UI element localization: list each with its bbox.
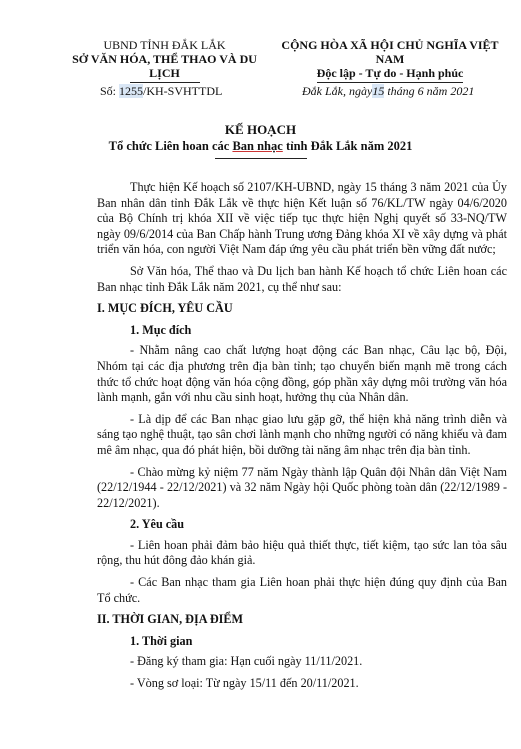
doc-no-prefix: Số: [100,84,120,98]
subsection-heading-purpose: 1. Mục đích [130,322,192,337]
issuer-org: SỞ VĂN HÓA, THỂ THAO VÀ DU LỊCH [72,52,257,80]
subtitle-post: tỉnh Đắk Lắk năm 2021 [282,139,413,153]
motto-rule [317,82,463,83]
section-heading-1: I. MỤC ĐÍCH, YÊU CẦU [97,301,233,316]
document-number [100,84,222,99]
paragraph-4: - Là dịp để các Ban nhạc giao lưu gặp gỡ, thể hiện khả năng trình diễn và sáng tạo nghệ thuật, tạo sân chơi lành mạnh cho những người có năng khiếu và đam mê âm nhạc, qua đó phát hiện, bồi dưỡng tài năng âm nhạc trên địa bàn tỉnh. [97,411,507,457]
date-suffix: tháng 6 năm 2021 [384,84,475,98]
paragraph-7: - Các Ban nhạc tham gia Liên hoan phải thực hiện đúng quy định của Ban Tổ chức. [97,575,507,605]
subsection-heading-time: 1. Thời gian [130,633,193,648]
doc-title: KẾ HOẠCH [224,122,297,137]
doc-no-num: 1255 [119,84,144,98]
date-prefix: Đắk Lắk, ngày [302,84,373,98]
section-heading-2: II. THỜI GIAN, ĐỊA ĐIỂM [97,612,244,627]
issuer-parent: UBND TỈNH ĐẮK LẮK [103,38,226,52]
subtitle-pre: Tổ chức Liên hoan các [108,139,233,153]
paragraph-8: - Đăng ký tham gia: Hạn cuối ngày 11/11/2021. [130,654,363,669]
subsection-heading-requirements: 2. Yêu cầu [130,517,185,532]
paragraph-2: Sở Văn hóa, Thể thao và Du lịch ban hành Kế hoạch tổ chức Liên hoan các Ban nhạc tỉnh Đắk Lắk năm 2021, cụ thể như sau: [97,263,507,294]
document-date [302,84,474,99]
issuer-rule [130,82,200,83]
date-day: 15 [372,84,385,98]
doc-subtitle [0,139,521,154]
subtitle-highlight: Ban nhạc [232,139,283,153]
document-body [97,180,507,698]
title-rule [215,158,307,159]
national-motto: Độc lập - Tự do - Hạnh phúc [316,66,464,80]
paragraph-6: - Liên hoan phải đảm bảo hiệu quả thiết thực, tiết kiệm, tạo sức lan tỏa sâu rộng, thu hút đông đảo khán giả. [97,537,507,568]
paragraph-3: - Nhằm nâng cao chất lượng hoạt động các Ban nhạc, Câu lạc bộ, Đội, Nhóm tại các địa phương trên địa bàn tỉnh; tạo chuyển biến mạnh mẽ trong cách thức tổ chức hoạt động văn hóa cộng đồng, góp phần xây dựng môi trường văn hóa lành mạnh, gắn với nhu cầu sinh hoạt, hưởng thụ của Nhân dân. [97,343,507,405]
paragraph-5: - Chào mừng kỷ niệm 77 năm Ngày thành lập Quân đội Nhân dân Việt Nam (22/12/1944 - 22/12/2021) và 32 năm Ngày hội Quốc phòng toàn dân (22/12/1989 - 22/12/2021). [97,464,507,510]
paragraph-9: - Vòng sơ loại: Từ ngày 15/11 đến 20/11/2021. [130,676,359,691]
paragraph-1: Thực hiện Kế hoạch số 2107/KH-UBND, ngày 15 tháng 3 năm 2021 của Ủy Ban nhân dân tỉnh Đắk Lắk về thực hiện Kết luận số 76/KL/TW ngày 04/6/2020 của Bộ Chính trị khóa XII về việc tiếp tục thực hiện Nghị quyết số 33-NQ/TW ngày 09/6/2014 của Ban Chấp hành Trung ương Đảng khóa XI về xây dựng và phát triển văn hóa, con người Việt Nam đáp ứng yêu cầu phát triển bền vững đất nước; [97,180,507,257]
national-title: CỘNG HÒA XÃ HỘI CHỦ NGHĨA VIỆT NAM [281,38,499,66]
doc-no-suffix: /KH-SVHTTDL [143,84,223,98]
national-block [275,38,505,83]
issuer-block [62,38,267,83]
